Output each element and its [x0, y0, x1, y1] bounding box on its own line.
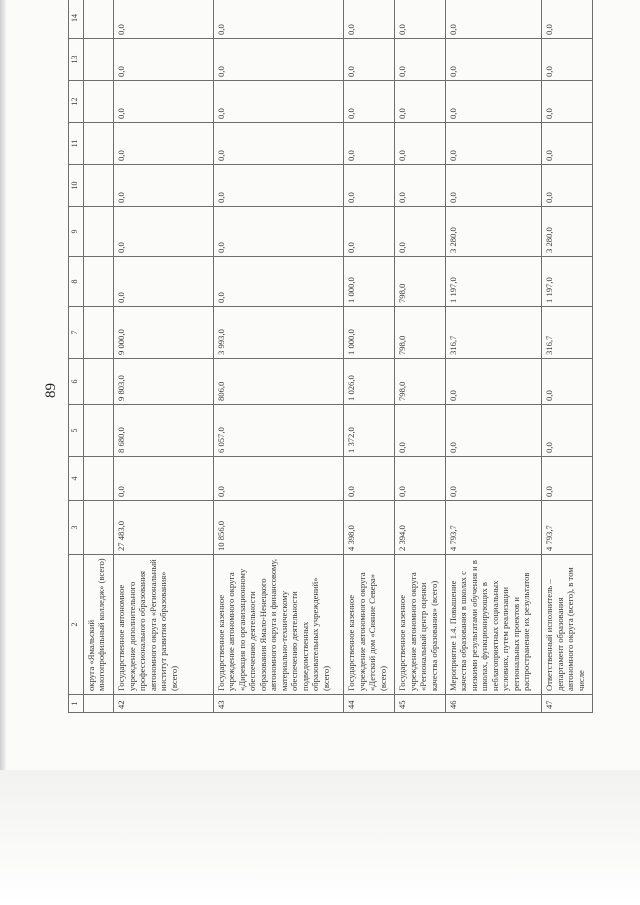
page-number: 89	[43, 383, 59, 398]
row-name: Ответственный исполнитель – департамент образования автономного округа (всего), в том числе	[542, 555, 593, 695]
row-name: Мероприятие 1.4. Повышение качества образования в школах с низкими результатами обучения и в школах, функционирующих в неблагоприятных социальных условиях, путем реализации региональных проектов и распространение их результатов	[445, 555, 541, 695]
value-cell: 0,0	[114, 457, 214, 501]
column-header: 5	[69, 405, 84, 457]
value-cell: 1 372,0	[344, 405, 395, 457]
column-header: 12	[69, 81, 84, 123]
value-cell: 0,0	[542, 81, 593, 123]
column-header: 11	[69, 123, 84, 165]
value-cell: 0,0	[344, 81, 395, 123]
column-header: 3	[69, 501, 84, 555]
value-cell: 4 793,7	[445, 501, 541, 555]
value-cell: 0,0	[542, 359, 593, 405]
value-cell: 0,0	[445, 165, 541, 207]
row-name: Государственное автономное учреждение дополнительного профессионального образования автономного округа «Региональный институт развития образования» (всего)	[114, 555, 214, 695]
table-row	[213, 0, 343, 713]
column-header: 13	[69, 39, 84, 81]
value-cell: 0,0	[445, 123, 541, 165]
row-number: 43	[213, 695, 343, 713]
value-cell: 0,0	[395, 123, 446, 165]
value-cell: 0,0	[344, 0, 395, 39]
value-cell: 0,0	[114, 257, 214, 307]
value-cell	[84, 165, 114, 207]
table-header-row	[69, 0, 84, 713]
value-cell: 0,0	[213, 257, 343, 307]
column-header: 10	[69, 165, 84, 207]
value-cell: 0,0	[395, 165, 446, 207]
value-cell: 9 000,0	[114, 307, 214, 359]
value-cell: 0,0	[114, 123, 214, 165]
row-number: 47	[542, 695, 593, 713]
value-cell	[84, 123, 114, 165]
value-cell: 10 856,0	[213, 501, 343, 555]
value-cell: 0,0	[395, 0, 446, 39]
value-cell: 0,0	[114, 0, 214, 39]
value-cell: 0,0	[213, 457, 343, 501]
value-cell: 0,0	[344, 39, 395, 81]
value-cell: 0,0	[213, 39, 343, 81]
column-header: 9	[69, 207, 84, 257]
row-name: Государственное казенное учреждение автономного округа «Дирекция по организационному обеспечению деятельности образования Ямало-Ненецкого автономного округа и финансовому, материально-техническому обеспечению деятельности подведомственных образовательных учреждений» (всего)	[213, 555, 343, 695]
value-cell: 1 197,0	[445, 257, 541, 307]
column-header: 4	[69, 457, 84, 501]
value-cell: 0,0	[445, 81, 541, 123]
value-cell: 0,0	[395, 207, 446, 257]
value-cell: 2 394,0	[395, 501, 446, 555]
value-cell: 27 483,0	[114, 501, 214, 555]
value-cell: 1 000,0	[344, 307, 395, 359]
value-cell: 0,0	[395, 405, 446, 457]
rotated-table-container	[68, 0, 593, 713]
value-cell	[84, 39, 114, 81]
value-cell: 0,0	[395, 81, 446, 123]
value-cell: 0,0	[213, 207, 343, 257]
value-cell: 0,0	[542, 123, 593, 165]
value-cell: 1 026,0	[344, 359, 395, 405]
value-cell: 0,0	[445, 405, 541, 457]
value-cell	[84, 359, 114, 405]
value-cell: 0,0	[542, 457, 593, 501]
value-cell: 0,0	[213, 0, 343, 39]
value-cell: 0,0	[445, 0, 541, 39]
value-cell	[84, 307, 114, 359]
value-cell: 0,0	[213, 123, 343, 165]
value-cell: 0,0	[213, 165, 343, 207]
value-cell: 0,0	[114, 81, 214, 123]
value-cell	[84, 405, 114, 457]
row-name: округа «Ямальский многопрофильный колледж» (всего)	[84, 555, 114, 695]
value-cell: 1 000,0	[344, 257, 395, 307]
value-cell: 0,0	[542, 39, 593, 81]
column-header: 14	[69, 0, 84, 39]
value-cell: 0,0	[344, 165, 395, 207]
row-name: Государственное казенное учреждение автономного округа «Детский дом «Сияние Севера» (всего)	[344, 555, 395, 695]
value-cell: 0,0	[114, 207, 214, 257]
value-cell: 316,7	[542, 307, 593, 359]
value-cell	[84, 501, 114, 555]
row-name: Государственное казенное учреждение автономного округа «Региональный центр оценки качества образования» (всего)	[395, 555, 446, 695]
value-cell: 798,0	[395, 359, 446, 405]
value-cell: 0,0	[344, 123, 395, 165]
column-header: 1	[69, 695, 84, 713]
row-number: 45	[395, 695, 446, 713]
row-number	[84, 695, 114, 713]
table-row	[344, 0, 395, 713]
row-number: 44	[344, 695, 395, 713]
value-cell: 0,0	[213, 81, 343, 123]
value-cell: 9 803,0	[114, 359, 214, 405]
row-number: 46	[445, 695, 541, 713]
value-cell: 4 793,7	[542, 501, 593, 555]
value-cell: 0,0	[114, 165, 214, 207]
value-cell: 798,0	[395, 257, 446, 307]
column-header: 2	[69, 555, 84, 695]
value-cell: 3 280,0	[542, 207, 593, 257]
column-header: 8	[69, 257, 84, 307]
value-cell: 0,0	[445, 39, 541, 81]
value-cell	[84, 207, 114, 257]
value-cell	[84, 257, 114, 307]
value-cell: 0,0	[114, 39, 214, 81]
value-cell: 0,0	[344, 207, 395, 257]
value-cell	[84, 0, 114, 39]
value-cell: 6 057,0	[213, 405, 343, 457]
column-header: 7	[69, 307, 84, 359]
value-cell: 0,0	[542, 0, 593, 39]
value-cell: 3 993,0	[213, 307, 343, 359]
value-cell: 0,0	[344, 457, 395, 501]
value-cell: 4 398,0	[344, 501, 395, 555]
value-cell: 3 280,0	[445, 207, 541, 257]
row-number: 42	[114, 695, 214, 713]
value-cell: 0,0	[542, 405, 593, 457]
value-cell: 0,0	[542, 165, 593, 207]
value-cell	[84, 81, 114, 123]
budget-table	[68, 0, 593, 713]
value-cell: 0,0	[395, 457, 446, 501]
column-header: 6	[69, 359, 84, 405]
value-cell: 0,0	[445, 359, 541, 405]
table-row	[542, 0, 593, 713]
value-cell: 8 680,0	[114, 405, 214, 457]
value-cell: 316,7	[445, 307, 541, 359]
scan-bottom-margin	[0, 770, 640, 905]
value-cell	[84, 457, 114, 501]
table-body	[84, 0, 593, 713]
value-cell: 798,0	[395, 307, 446, 359]
table-row	[395, 0, 446, 713]
value-cell: 0,0	[395, 39, 446, 81]
value-cell: 1 197,0	[542, 257, 593, 307]
value-cell: 806,0	[213, 359, 343, 405]
table-row	[84, 0, 114, 713]
table-row	[445, 0, 541, 713]
value-cell: 0,0	[445, 457, 541, 501]
table-row	[114, 0, 214, 713]
